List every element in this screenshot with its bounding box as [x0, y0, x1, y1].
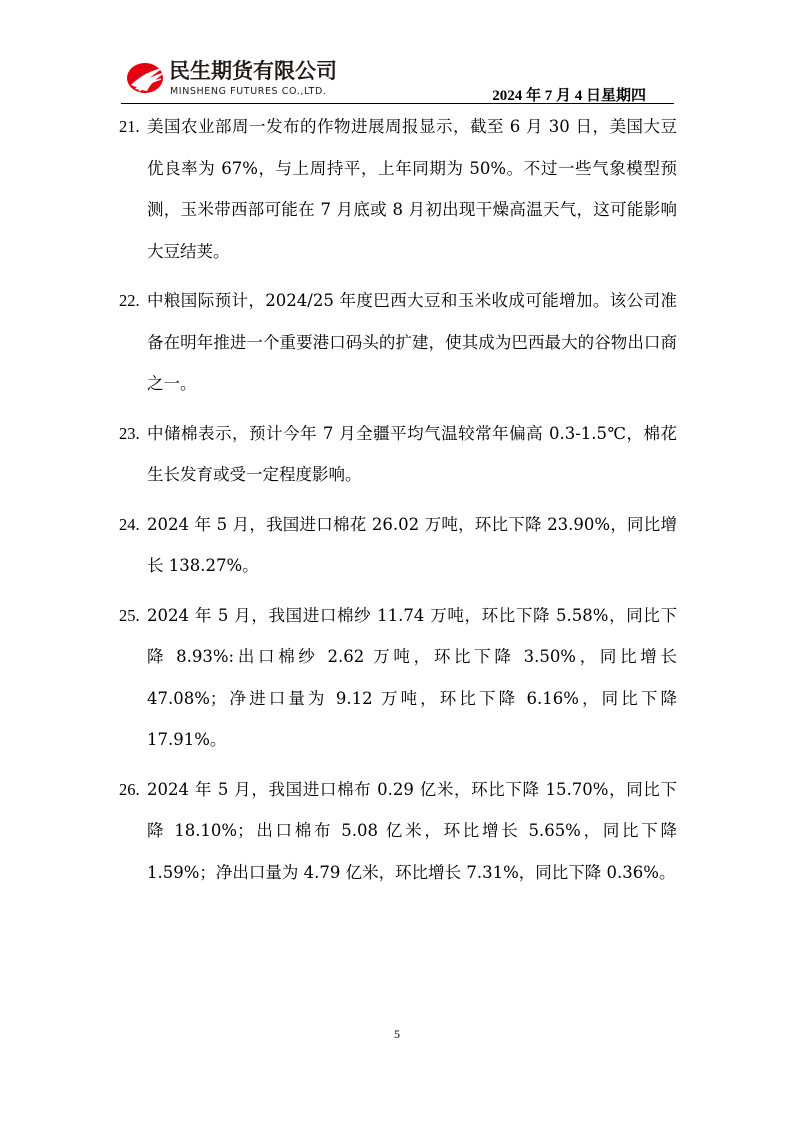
header-divider [121, 103, 674, 104]
news-item-number: 23. [119, 423, 140, 443]
news-list [121, 106, 677, 901]
news-item [121, 595, 677, 761]
report-date: 2024 年 7 月 4 日星期四 [492, 88, 646, 104]
news-item-text: 美国农业部周一发布的作物进展周报显示，截至 6 月 30 日，美国大豆优良率为 67%，与上周持平，上年同期为 50%。不过一些气象模型预测，玉米带西部可能在 7 月底或 8 月初出现干燥高温天气，这可能影响大豆结荚。 [147, 117, 677, 261]
news-item-number: 22. [119, 291, 140, 310]
news-item-text: 中粮国际预计，2024/25 年度巴西大豆和玉米收成可能增加。该公司准备在明年推进一个重要港口码头的扩建，使其成为巴西最大的谷物出口商之一。 [147, 291, 677, 393]
news-item [121, 280, 677, 405]
news-item-text: 2024 年 5 月，我国进口棉布 0.29 亿米，环比下降 15.70%，同比下降 18.10%；出口棉布 5.08 亿米，环比增长 5.65%，同比下降 1.59%；净出口量为 4.79 亿米，环比增长 7.31%，同比下降 0.36%。 [147, 779, 677, 882]
company-logo [125, 55, 365, 99]
news-item-text: 2024 年 5 月，我国进口棉花 26.02 万吨，环比下降 23.90%，同比增长 138.27%。 [147, 514, 677, 575]
news-item [121, 106, 677, 272]
logo-chinese-name: 民生期货有限公司 [169, 59, 337, 83]
page-header [121, 52, 674, 104]
news-item [121, 769, 677, 894]
news-item [121, 504, 677, 587]
news-item-text: 中储棉表示，预计今年 7 月全疆平均气温较常年偏高 0.3-1.5℃，棉花生长发育或受一定程度影响。 [147, 423, 677, 484]
news-item-number: 21. [119, 117, 140, 136]
minsheng-logo-icon [125, 59, 167, 95]
logo-english-name: MINSHENG FUTURES CO.,LTD. [170, 86, 327, 97]
page-number: 5 [394, 1027, 400, 1041]
news-item [121, 413, 677, 496]
news-item-text: 2024 年 5 月，我国进口棉纱 11.74 万吨，环比下降 5.58%，同比下降 8.93%:出口棉纱 2.62 万吨，环比下降 3.50%，同比增长 47.08%；净进口量为 9.12 万吨，环比下降 6.16%，同比下降 17.91%。 [147, 605, 677, 749]
news-item-number: 26. [119, 779, 140, 799]
news-item-number: 24. [119, 514, 140, 534]
news-item-number: 25. [119, 605, 140, 625]
